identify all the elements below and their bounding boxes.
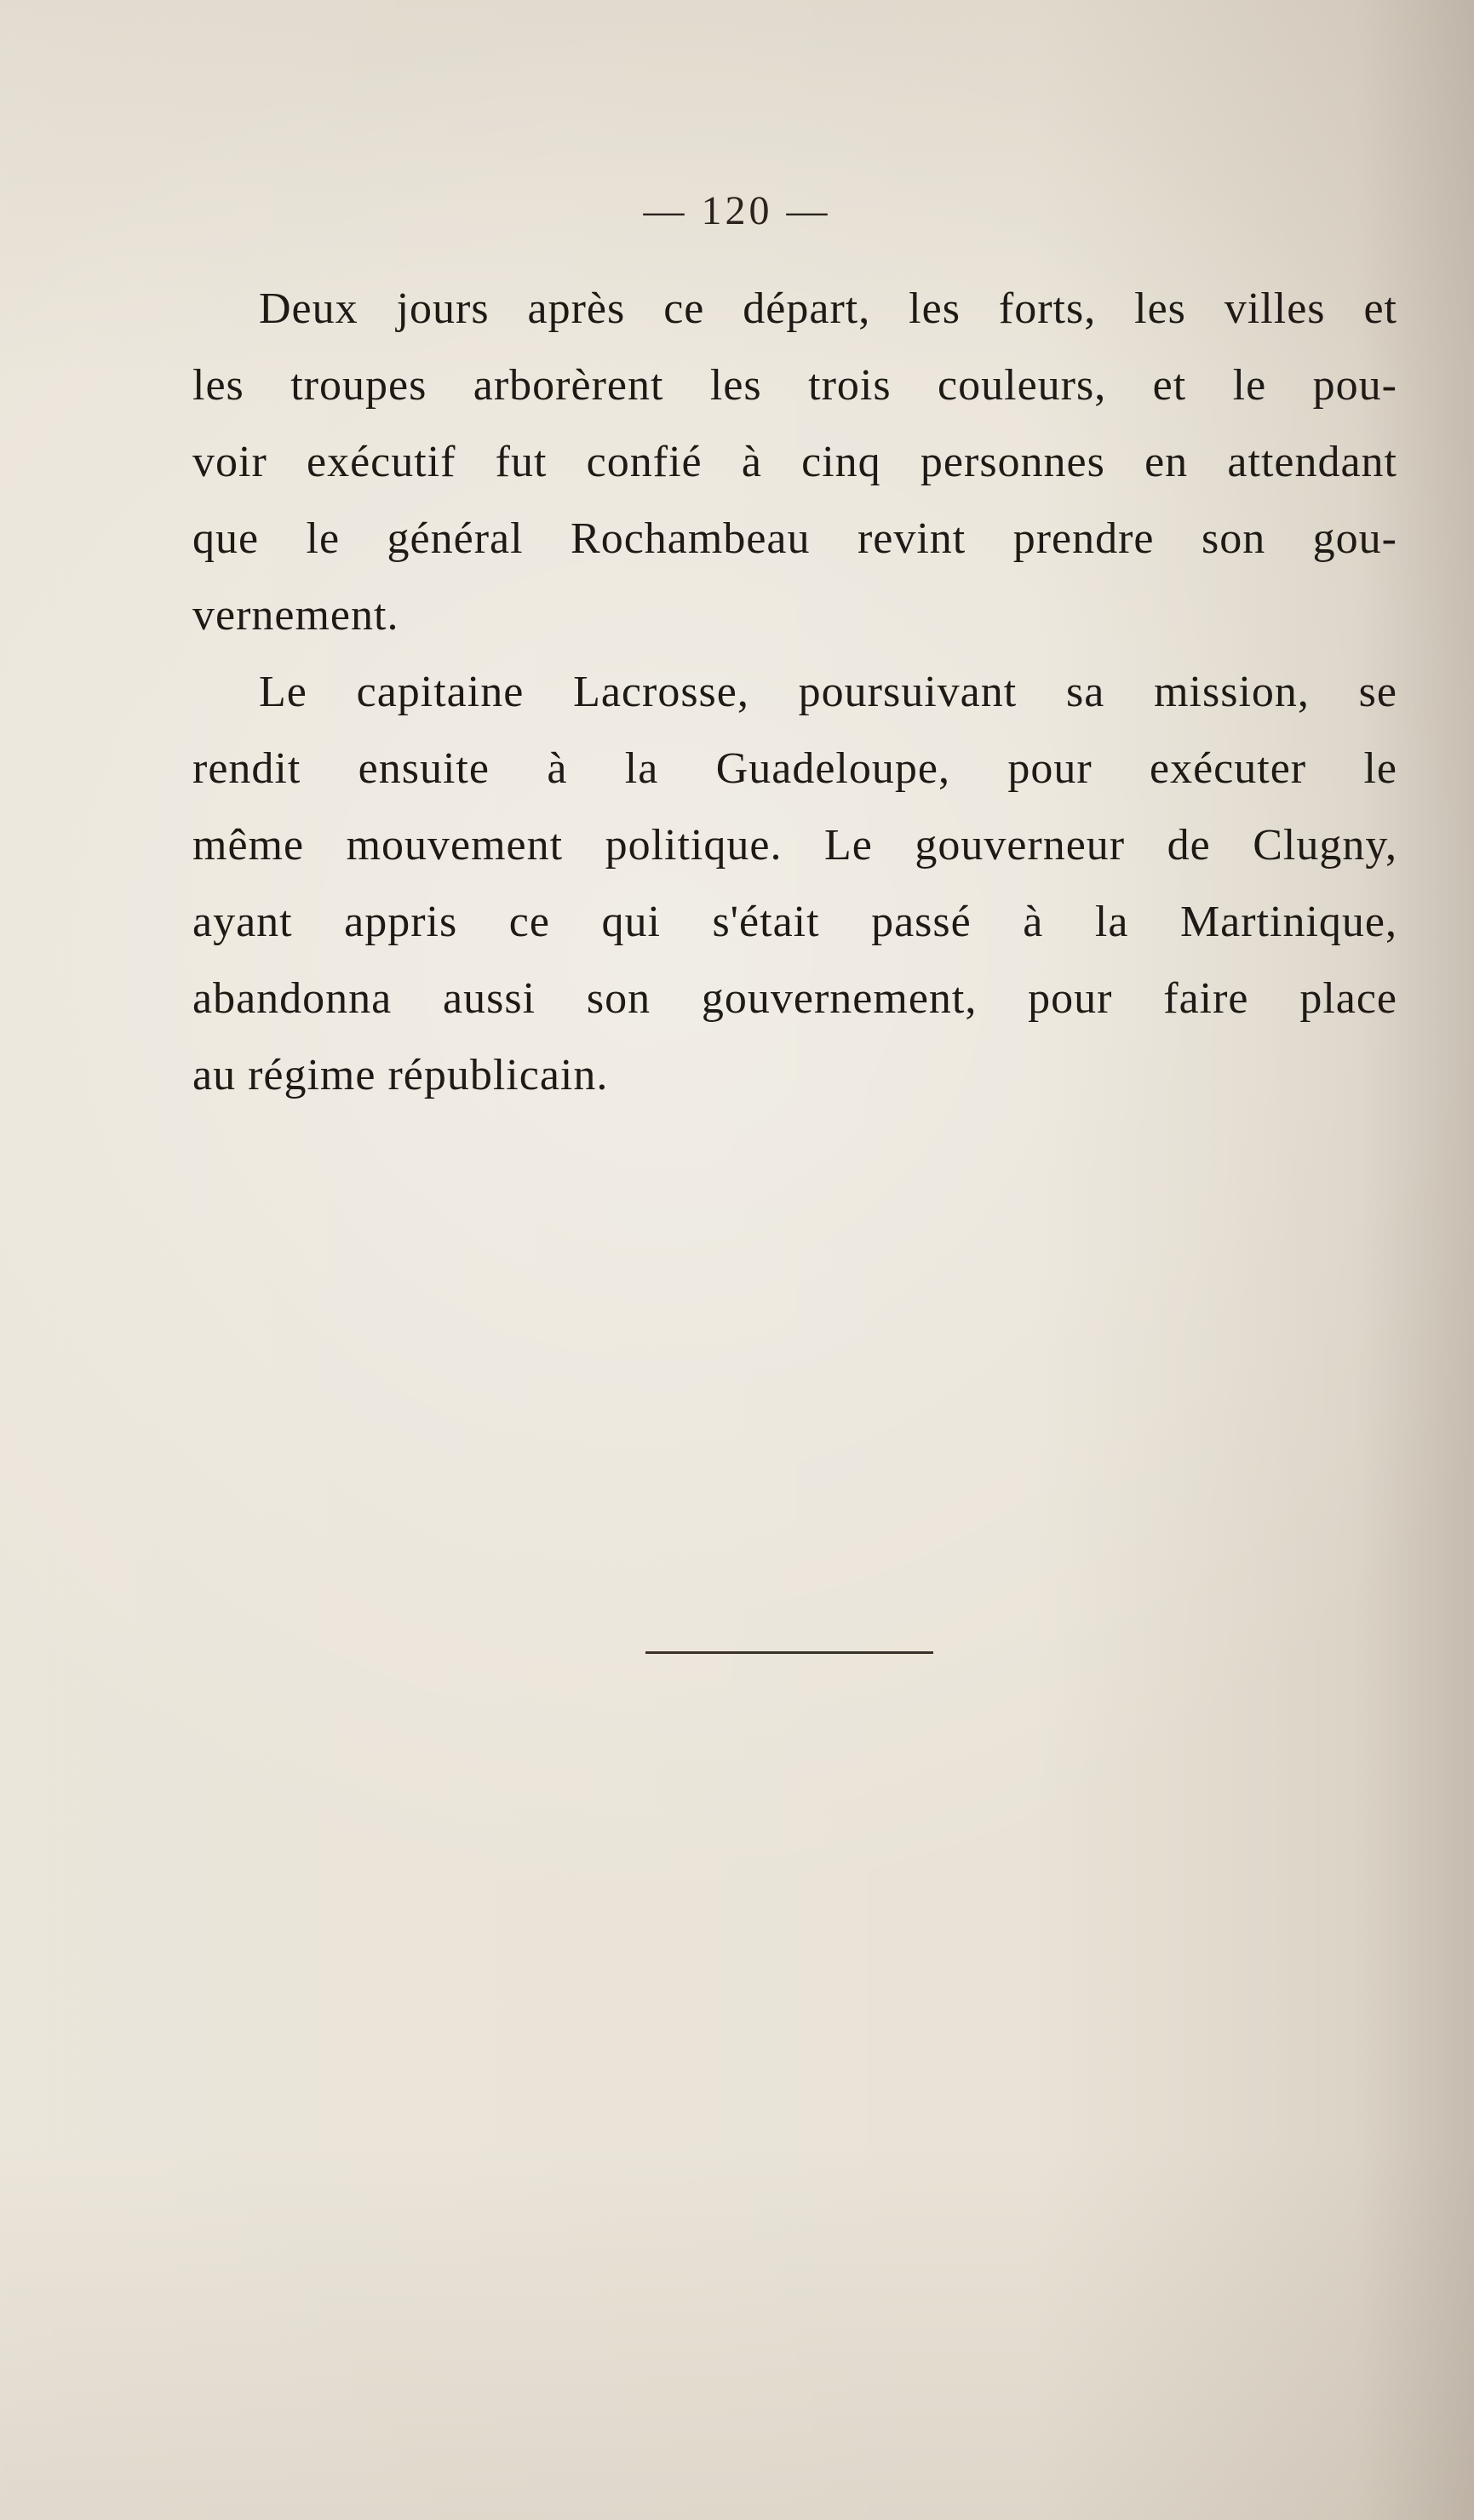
section-divider [645, 1651, 933, 1654]
text-line: rendit ensuite à la Guadeloupe, pour exécuter le [192, 744, 1397, 793]
text-line: que le général Rochambeau revint prendre son gou- [192, 514, 1397, 563]
text-line: même mouvement politique. Le gouverneur de Clugny, [192, 821, 1397, 870]
text-line: vernement. [192, 591, 399, 640]
text-line: voir exécutif fut confié à cinq personnes en attendant [192, 438, 1397, 486]
text-line: les troupes arborèrent les trois couleurs, et le pou- [192, 361, 1397, 410]
text-line: abandonna aussi son gouvernement, pour faire place [192, 974, 1397, 1023]
body-text [192, 271, 1397, 1114]
page-number: — 120 — [643, 188, 831, 233]
text-line: Le capitaine Lacrosse, poursuivant sa mission, se [259, 668, 1397, 716]
text-line: au régime républicain. [192, 1051, 609, 1099]
text-line: ayant appris ce qui s'était passé à la Martinique, [192, 898, 1397, 946]
text-line: Deux jours après ce départ, les forts, les villes et [259, 284, 1397, 333]
